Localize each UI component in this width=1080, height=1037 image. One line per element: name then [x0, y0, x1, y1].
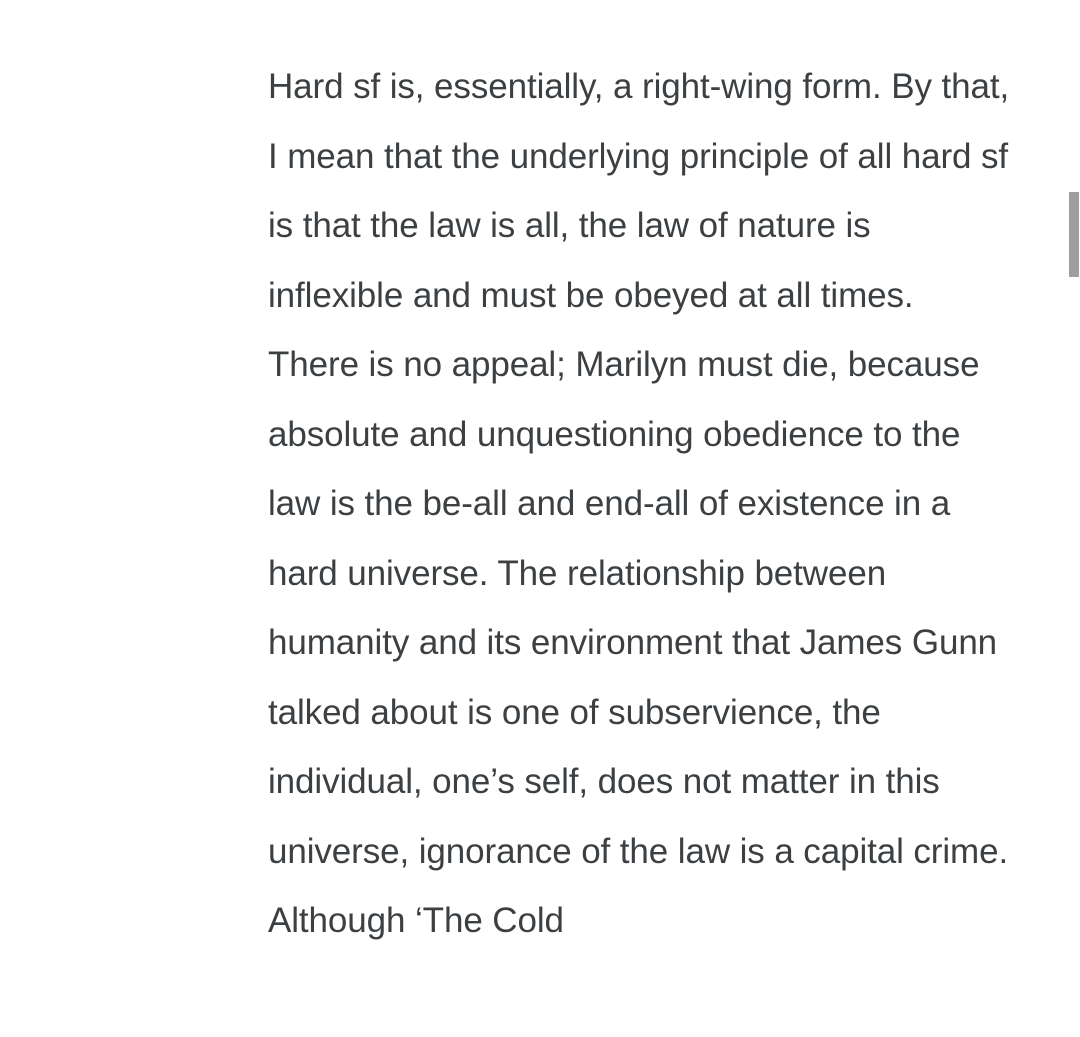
article-body [268, 52, 1019, 956]
vertical-scrollbar-thumb[interactable] [1069, 192, 1079, 277]
paragraph-text: Hard sf is, essentially, a right-wing form. By that, I mean that the underlying principle of all hard sf is that the law is all, the law of nature is inflexible and must be obeyed at all times. There is no appeal; Marilyn must die, because absolute and unquestioning obedience to the law is the be-all and end-all of existence in a hard universe. The relationship between humanity and its environment that James Gunn talked about is one of subservience, the individual, one’s self, does not matter in this universe, ignorance of the law is a capital crime. Although ‘The Cold [268, 67, 1019, 940]
vertical-scrollbar-track[interactable] [1068, 0, 1080, 1037]
